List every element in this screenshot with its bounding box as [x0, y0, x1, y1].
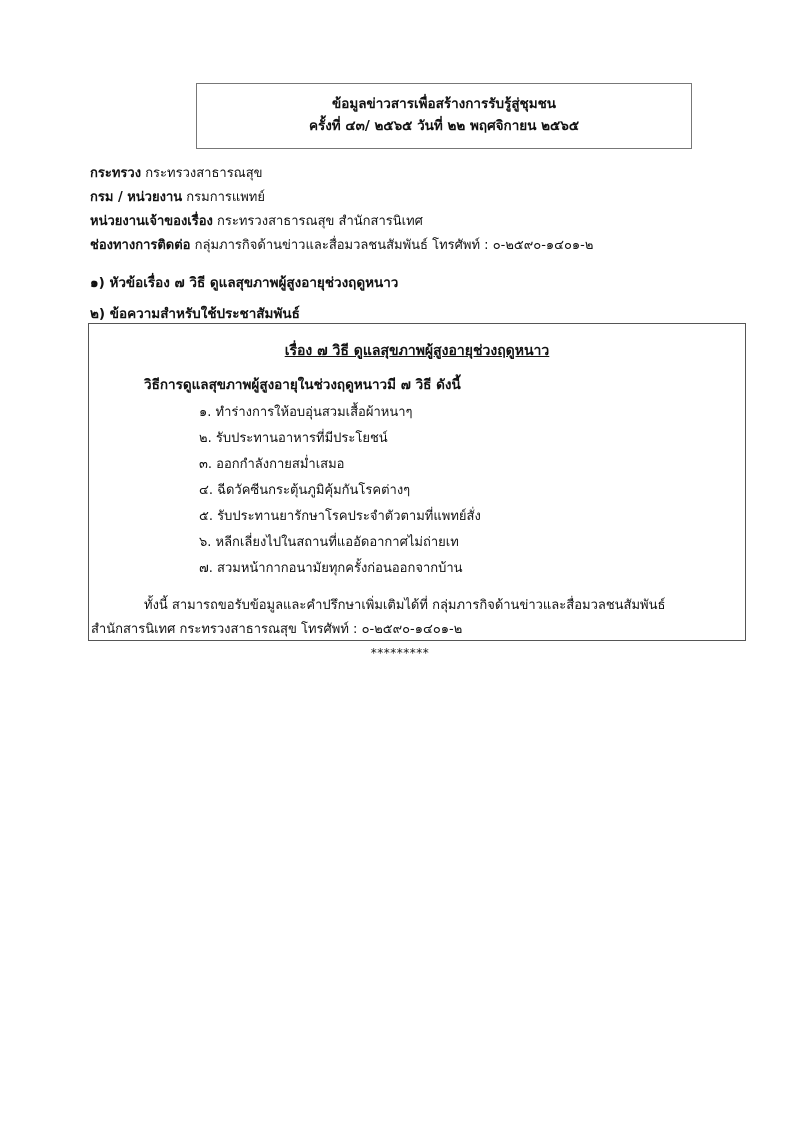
document-title: ข้อมูลข่าวสารเพื่อสร้างการรับรู้สู่ชุมชน: [331, 96, 557, 112]
meta-department: [90, 186, 593, 210]
section-topic-heading: ๑) หัวข้อเรื่อง ๗ วิธี ดูแลสุขภาพผู้สูงอายุช่วงฤดูหนาว: [90, 275, 399, 291]
meta-ministry: [90, 162, 593, 186]
meta-department-label: กรม / หน่วยงาน: [90, 190, 183, 205]
meta-contact-value: กลุ่มภารกิจด้านข่าวและสื่อมวลชนสัมพันธ์ โทรศัพท์ : ๐-๒๕๙๐-๑๔๐๑-๒: [194, 238, 594, 253]
list-item: ๖. หลีกเลี่ยงไปในสถานที่แออัดอากาศไม่ถ่ายเท: [199, 535, 459, 550]
list-item: ๑. ทำร่างการให้อบอุ่นสวมเสื้อผ้าหนาๆ: [199, 405, 413, 420]
meta-owner-value: กระทรวงสาธารณสุข สำนักสารนิเทศ: [217, 214, 423, 229]
section-message-heading: ๒) ข้อความสำหรับใช้ประชาสัมพันธ์: [90, 306, 300, 322]
document-header-box: [196, 83, 692, 149]
tips-list: [199, 402, 481, 584]
list-item: ๓. ออกกำลังกายสม่ำเสมอ: [199, 457, 345, 472]
meta-owner: [90, 210, 593, 234]
message-title: เรื่อง ๗ วิธี ดูแลสุขภาพผู้สูงอายุช่วงฤดูหนาว: [284, 343, 550, 359]
contact-footer-line2: สำนักสารนิเทศ กระทรวงสาธารณสุข โทรศัพท์ : ๐-๒๕๙๐-๑๔๐๑-๒: [91, 622, 463, 637]
meta-contact: [90, 234, 593, 258]
list-item: ๕. รับประทานยารักษาโรคประจำตัวตามที่แพทย์สั่ง: [199, 509, 481, 524]
meta-department-value: กรมการแพทย์: [186, 190, 265, 205]
list-item: ๒. รับประทานอาหารที่มีประโยชน์: [199, 431, 388, 446]
contact-footer: [89, 594, 665, 642]
meta-contact-label: ช่องทางการติดต่อ: [90, 238, 191, 253]
end-marker: *********: [370, 646, 430, 660]
list-item: ๔. ฉีดวัคซีนกระตุ้นภูมิคุ้มกันโรคต่างๆ: [199, 483, 411, 498]
message-intro: วิธีการดูแลสุขภาพผู้สูงอายุในช่วงฤดูหนาวมี ๗ วิธี ดังนี้: [144, 377, 461, 393]
press-message-box: [88, 323, 746, 641]
contact-footer-line1: ทั้งนี้ สามารถขอรับข้อมูลและคำปรึกษาเพิ่มเติมได้ที่ กลุ่มภารกิจด้านข่าวและสื่อมวลชนสัมพันธ์: [144, 598, 666, 613]
issue-info: ครั้งที่ ๔๓/ ๒๕๖๕ วันที่ ๒๒ พฤศจิกายน ๒๕๖๕: [308, 118, 580, 134]
meta-owner-label: หน่วยงานเจ้าของเรื่อง: [90, 214, 213, 229]
meta-ministry-label: กระทรวง: [90, 166, 142, 181]
meta-ministry-value: กระทรวงสาธารณสุข: [145, 166, 263, 181]
document-meta: [90, 162, 593, 258]
list-item: ๗. สวมหน้ากากอนามัยทุกครั้งก่อนออกจากบ้าน: [199, 561, 463, 576]
